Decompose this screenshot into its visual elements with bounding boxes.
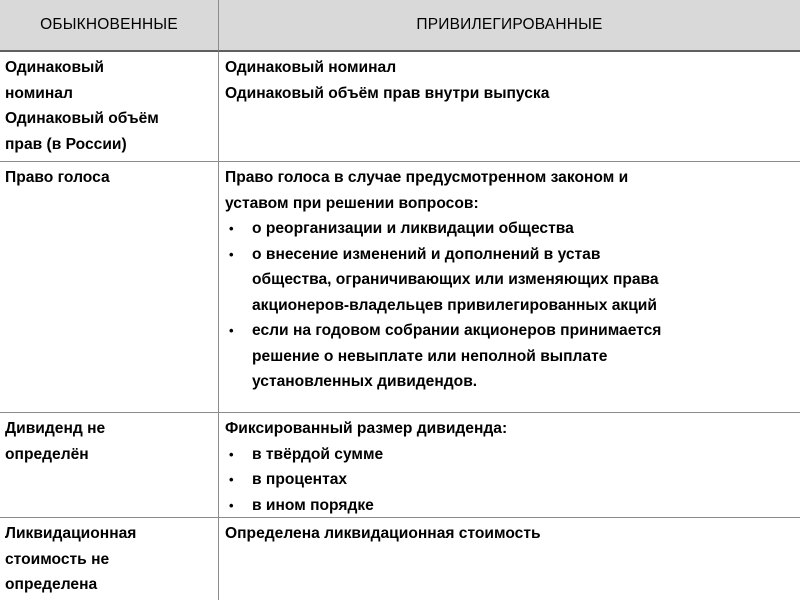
cell-line: Дивиденд не [5,420,106,437]
list-item [225,318,798,395]
cell-line: номинал [5,84,73,102]
header-ordinary-label: ОБЫКНОВЕННЫЕ [40,16,178,34]
row-liquidation-ordinary [0,518,219,600]
cell-line: в твёрдой сумме [252,445,384,463]
list-item [225,242,798,319]
cell-line: Право голоса в случае предусмотренном законом и [225,169,629,186]
cell-line: Одинаковый номинал [225,59,397,76]
cell-line: акционеров-владельцев привилегированных акций [252,296,657,314]
row-nominal-preferred [219,52,800,162]
cell-line: Фиксированный размер дивиденда: [225,420,508,437]
header-preferred [219,0,800,52]
cell-line: стоимость не [5,550,110,568]
bullet-icon: • [229,246,234,262]
cell-line: в процентах [252,471,348,488]
cell-line: определена [5,576,98,593]
cell-line: если на годовом собрании акционеров принимается [252,322,662,339]
bullet-icon: • [229,446,234,462]
row-voting-ordinary [0,162,219,413]
cell-line: установленных дивидендов. [252,373,478,390]
row-nominal-ordinary [0,52,219,162]
dividend-forms-list [225,442,798,519]
cell-line: о реорганизации и ликвидации общества [252,220,574,237]
list-item [225,467,798,493]
cell-line: Право голоса [5,169,110,186]
row-liquidation-preferred [219,518,800,600]
row-dividend-ordinary [0,413,219,518]
row-dividend-preferred [219,413,800,518]
bullet-icon: • [229,472,234,487]
cell-line: в ином порядке [252,496,374,514]
header-ordinary [0,0,219,52]
cell-line: Ликвидационная [5,525,137,542]
cell-line: Одинаковый [5,59,104,76]
bullet-icon: • [229,497,234,513]
cell-line: Одинаковый объём [5,110,159,127]
row-voting-preferred [219,162,800,413]
bullet-icon: • [229,323,234,338]
list-item [225,442,798,468]
cell-line: уставом при решении вопросов: [225,194,479,212]
cell-line: определён [5,445,89,463]
list-item [225,493,798,519]
bullet-icon: • [229,221,234,236]
cell-line: прав (в России) [5,135,127,153]
cell-line: Одинаковый объём прав внутри выпуска [225,84,550,102]
voting-issues-list [225,216,798,395]
cell-line: решение о невыплате или неполной выплате [252,347,608,365]
cell-line: общества, ограничивающих или изменяющих права [252,271,659,288]
list-item [225,216,798,242]
cell-line: Определена ликвидационная стоимость [225,525,541,542]
cell-line: о внесение изменений и дополнений в устав [252,245,601,263]
header-preferred-label: ПРИВИЛЕГИРОВАННЫЕ [416,16,603,34]
